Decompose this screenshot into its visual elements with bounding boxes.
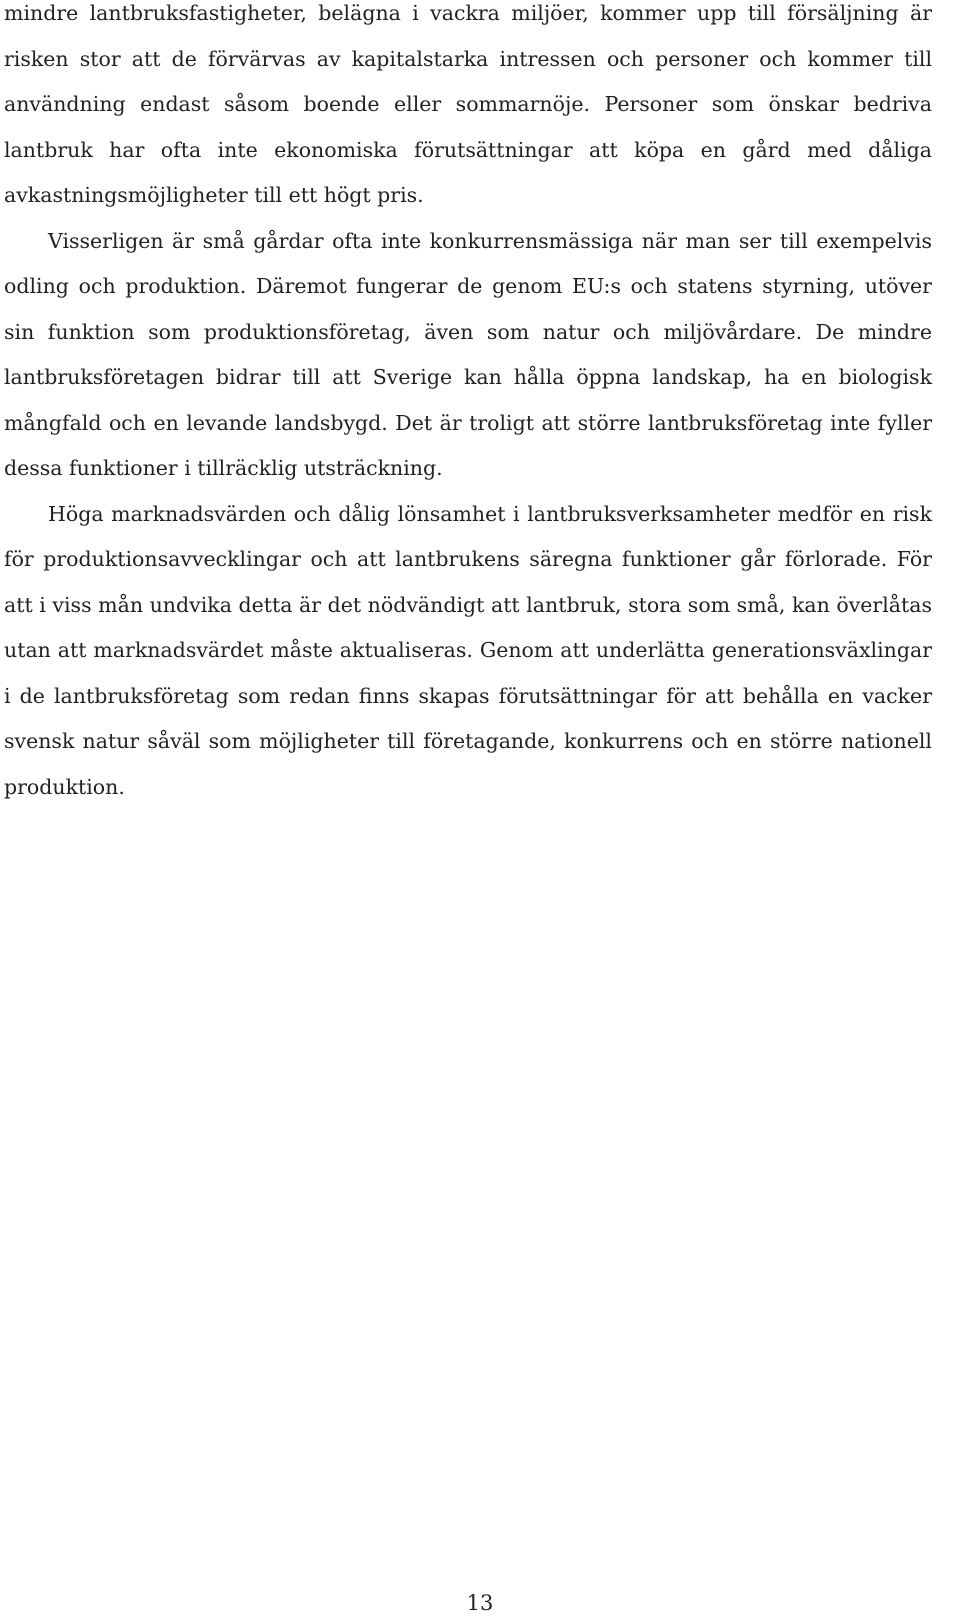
page-number: 13 bbox=[466, 1591, 494, 1615]
paragraph-1: mindre lantbruksfastigheter, belägna i vackra miljöer, kommer upp till försäljning är risken stor att de förvärvas av kapitalstarka intressen och personer och kommer till användning endast såsom boende eller sommarnöje. Personer som önskar bedriva lantbruk har ofta inte ekonomiska förutsättningar att köpa en gård med dåliga avkastningsmöjligheter till ett högt pris. bbox=[4, 1, 932, 207]
body-text bbox=[4, 0, 932, 810]
paragraph-2: Visserligen är små gårdar ofta inte konkurrensmässiga när man ser till exempelvis odling och produktion. Däremot fungerar de genom EU:s och statens styrning, utöver sin funktion som produktionsföretag, även som natur och miljövårdare. De mindre lantbruksföretagen bidrar till att Sverige kan hålla öppna landskap, ha en biologisk mångfald och en levande landsbygd. Det är troligt att större lantbruksföretag inte fyller dessa funktioner i tillräcklig utsträckning. bbox=[4, 228, 932, 480]
paragraph-3: Höga marknadsvärden och dålig lönsamhet i lantbruksverksamheter medför en risk för produktionsavvecklingar och att lantbrukens säregna funktioner går förlorade. För att i viss mån undvika detta är det nödvändigt att lantbruk, stora som små, kan överlåtas utan att marknadsvärdet måste aktualiseras. Genom att underlätta generationsväxlingar i de lantbruksföretag som redan finns skapas förutsättningar för att behålla en vacker svensk natur såväl som möjligheter till företagande, konkurrens och en större nationell produktion. bbox=[4, 501, 932, 799]
